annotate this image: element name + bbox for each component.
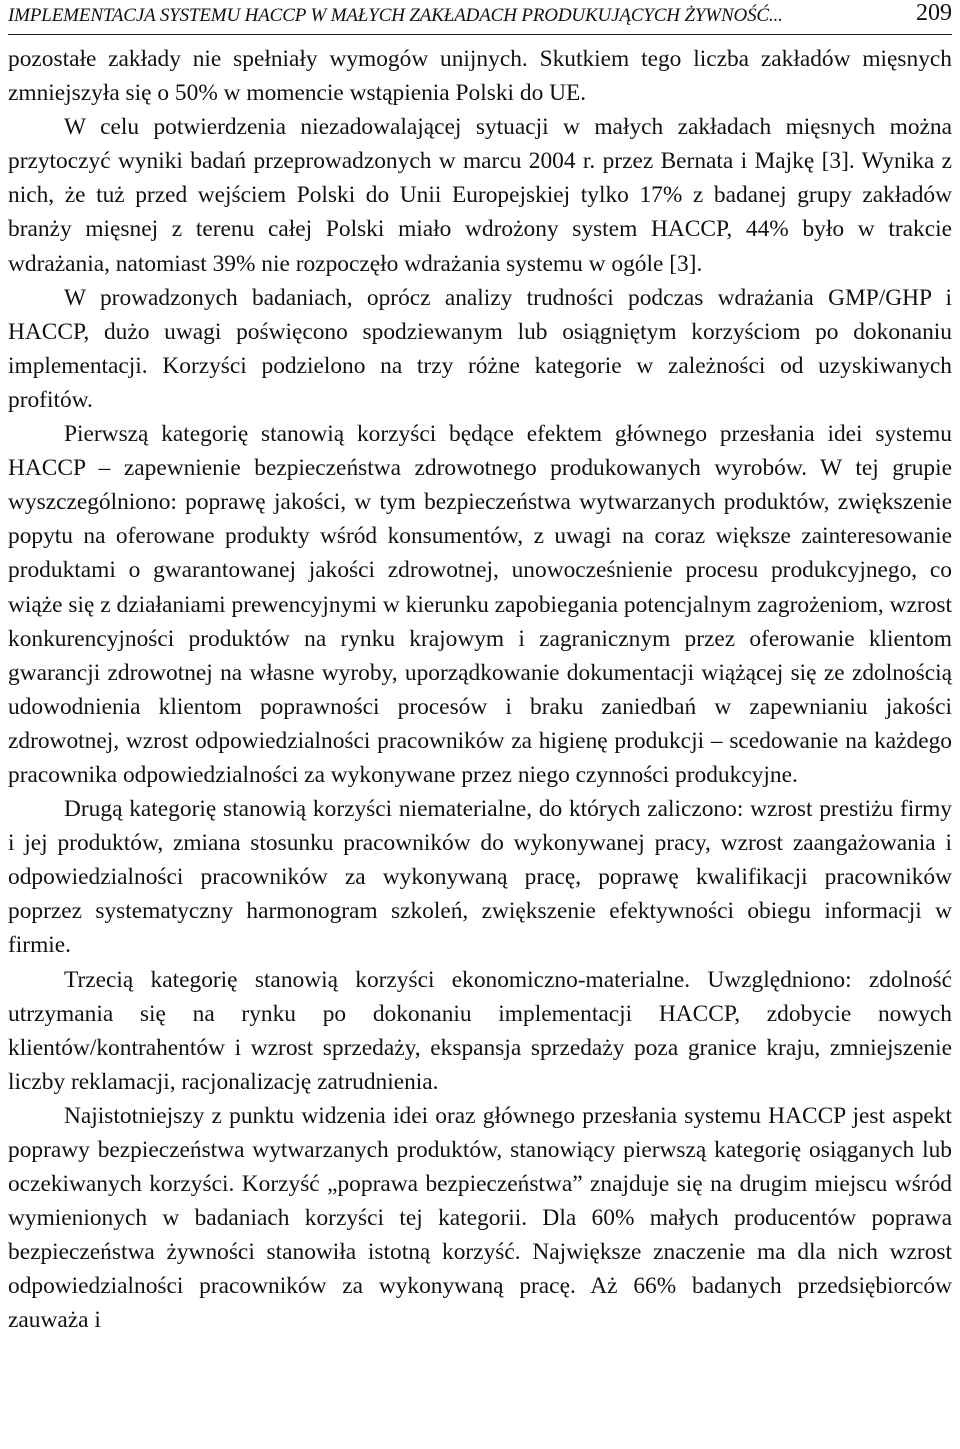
paragraph: Pierwszą kategorię stanowią korzyści będące efektem głównego przesłania idei systemu HACCP – zapewnienie bezpieczeństwa zdrowotnego produkowanych wyrobów. W tej grupie wyszczególniono: poprawę jakości, w tym bezpieczeństwa wytwarzanych produktów, zwiększenie popytu na oferowane produkty wśród konsumentów, z uwagi na coraz większe zainteresowanie produktami o gwarantowanej jakości zdrowotnej, unowocześnienie procesu produkcyjnego, co wiąże się z działaniami prewencyjnymi w kierunku zapobiegania potencjalnym zagrożeniom, wzrost konkurencyjności produktów na rynku krajowym i zagranicznym przez oferowanie klientom gwarancji zdrowotnej na własne wyroby, uporządkowanie dokumentacji wiążącej się ze zdolnością udowodnienia klientom poprawności procesów i braku zaniedbań w zapewnianiu jakości zdrowotnej, wzrost odpowiedzialności pracowników za higienę produkcji – scedowanie na każdego pracownika odpowiedzialności za wykonywane przez niego czynności produkcyjne. xyxy=(8,421,952,788)
paragraph: Najistotniejszy z punktu widzenia idei oraz głównego przesłania systemu HACCP jest aspekt poprawy bezpieczeństwa wytwarzanych produktów, stanowiący pierwszą kategorię osiąganych lub oczekiwanych korzyści. Korzyść „poprawa bezpieczeństwa” znajduje się na drugim miejscu wśród wymienionych w badaniach korzyści tej kategorii. Dla 60% małych producentów poprawa bezpieczeństwa żywności stanowiła istotną korzyść. Największe znaczenie ma dla nich wzrost odpowiedzialności pracowników za wykonywaną pracę. Aż 66% badanych przedsiębiorców zauważa i xyxy=(8,1102,952,1334)
paragraph: Drugą kategorię stanowią korzyści niematerialne, do których zaliczono: wzrost prestiżu firmy i jej produktów, zmiana stosunku pracowników do wykonywanej pracy, wzrost zaangażowania i odpowiedzialności pracowników za wykonywaną pracę, poprawę kwalifikacji pracowników poprzez systematyczny harmonogram szkoleń, zwiększenie efektywności obiegu informacji w firmie. xyxy=(8,796,952,959)
running-header xyxy=(8,0,952,35)
paragraph: W prowadzonych badaniach, oprócz analizy trudności podczas wdrażania GMP/GHP i HACCP, dużo uwagi poświęcono spodziewanym lub osiągniętym korzyściom po dokonaniu implementacji. Korzyści podzielono na trzy różne kategorie w zależności od uzyskiwanych profitów. xyxy=(8,284,952,413)
document-page xyxy=(8,0,952,1338)
running-header-title: IMPLEMENTACJA SYSTEMU HACCP W MAŁYCH ZAKŁADACH PRODUKUJĄCYCH ŻYWNOŚĆ... xyxy=(8,5,783,26)
body-text xyxy=(8,42,952,1338)
paragraph: Trzecią kategorię stanowią korzyści ekonomiczno-materialne. Uwzględniono: zdolność utrzymania się na rynku po dokonaniu implementacji HACCP, zdobycie nowych klientów/kontrahentów i wzrost sprzedaży, ekspansja sprzedaży poza granice kraju, zmniejszenie liczby reklamacji, racjonalizację zatrudnienia. xyxy=(8,966,952,1095)
page-number: 209 xyxy=(916,0,952,26)
paragraph: W celu potwierdzenia niezadowalającej sytuacji w małych zakładach mięsnych można przytoczyć wyniki badań przeprowadzonych w marcu 2004 r. przez Bernata i Majkę [3]. Wynika z nich, że tuż przed wejściem Polski do Unii Europejskiej tylko 17% z badanej grupy zakładów branży mięsnej z terenu całej Polski miało wdrożony system HACCP, 44% było w trakcie wdrażania, natomiast 39% nie rozpoczęło wdrażania systemu w ogóle [3]. xyxy=(8,114,952,277)
paragraph: pozostałe zakłady nie spełniały wymogów unijnych. Skutkiem tego liczba zakładów mięsnych zmniejszyła się o 50% w momencie wstąpienia Polski do UE. xyxy=(8,46,952,107)
